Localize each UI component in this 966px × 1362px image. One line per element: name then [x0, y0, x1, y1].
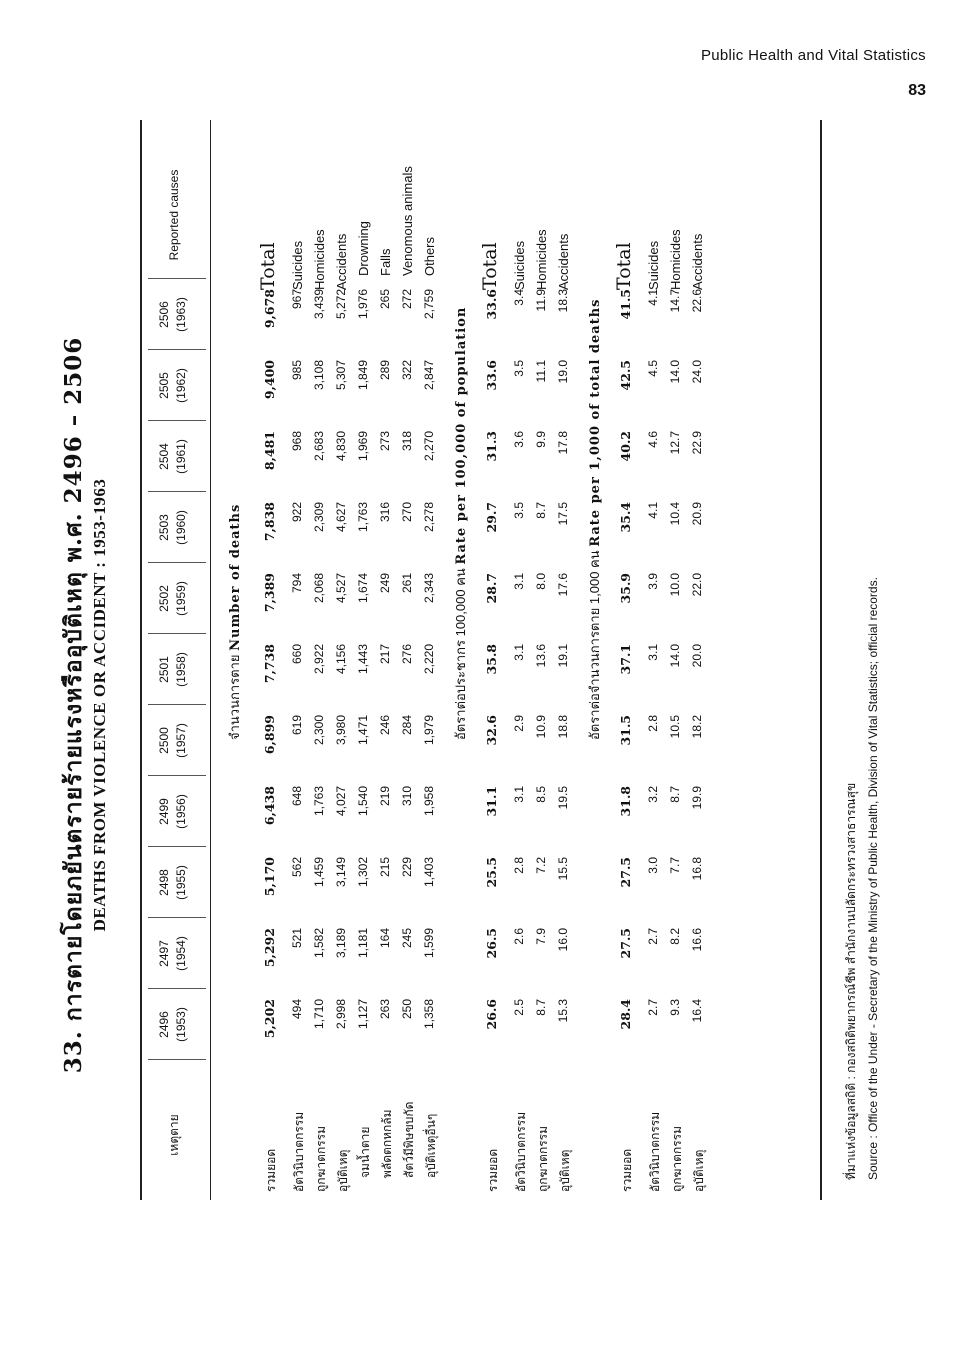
- table-cell: 250: [400, 999, 414, 1020]
- row-label-english: Total: [479, 242, 501, 290]
- table-cell: 11.1: [534, 360, 548, 383]
- column-separator: [148, 633, 206, 634]
- table-title-english: DEATHS FROM VIOLENCE OR ACCIDENT : 1953-1963: [90, 478, 109, 932]
- table-cell: 17.6: [556, 573, 570, 597]
- table-cell: 8.0: [534, 573, 548, 590]
- table-cell: 3.1: [512, 644, 526, 661]
- table-cell: 1,969: [356, 431, 370, 462]
- table-cell: 22.0: [690, 573, 704, 597]
- section-heading-thai: จำนวนการตาย: [227, 654, 242, 740]
- table-cell: 660: [290, 644, 304, 665]
- table-cell: 289: [378, 360, 392, 381]
- table-cell: 10.4: [668, 502, 682, 526]
- table-cell: 1,674: [356, 573, 370, 604]
- table-cell: 10.0: [668, 573, 682, 597]
- table-cell: 4.5: [646, 360, 660, 377]
- table-cell: 4,830: [334, 431, 348, 462]
- year-header-be: 2506: [157, 301, 171, 328]
- table-cell: 164: [378, 928, 392, 949]
- table-cell: 7.2: [534, 857, 548, 874]
- table-cell: 1,976: [356, 289, 370, 320]
- section-heading-thai: อัตราต่อประชากร 100,000 คน: [453, 568, 468, 740]
- year-header-be: 2501: [157, 656, 171, 683]
- table-cell: 219: [378, 786, 392, 807]
- table-cell: 217: [378, 644, 392, 665]
- table-cell: 494: [290, 999, 304, 1020]
- table-cell: 32.6: [484, 715, 499, 746]
- table-cell: 4,156: [334, 644, 348, 675]
- rotated-table-page: [30, 110, 910, 1300]
- table-cell: 229: [400, 857, 414, 878]
- row-label-english: Falls: [378, 248, 393, 276]
- table-cell: 16.0: [556, 928, 570, 952]
- year-header-ad: (1956): [174, 794, 188, 829]
- section-heading: [450, 307, 471, 740]
- table-cell: 4,027: [334, 786, 348, 817]
- table-cell: 265: [378, 289, 392, 310]
- table-top-rule: [140, 120, 142, 1200]
- table-cell: 16.4: [690, 999, 704, 1023]
- table-cell: 5,292: [262, 928, 277, 968]
- table-cell: 985: [290, 360, 304, 381]
- table-cell: 8.7: [534, 502, 548, 519]
- table-cell: 3.1: [512, 786, 526, 803]
- table-cell: 967: [290, 289, 304, 310]
- table-cell: 2,998: [334, 999, 348, 1030]
- table-cell: 1,763: [312, 786, 326, 817]
- table-cell: 2,759: [422, 289, 436, 320]
- table-cell: 1,849: [356, 360, 370, 391]
- table-cell: 1,459: [312, 857, 326, 888]
- column-separator: [148, 420, 206, 421]
- table-cell: 318: [400, 431, 414, 452]
- table-cell: 322: [400, 360, 414, 381]
- table-cell: 1,710: [312, 999, 326, 1030]
- table-cell: 33.6: [484, 289, 499, 320]
- column-separator: [148, 775, 206, 776]
- table-cell: 35.9: [618, 573, 633, 604]
- table-cell: 1,582: [312, 928, 326, 959]
- table-cell: 9,678: [262, 289, 277, 329]
- column-separator: [148, 704, 206, 705]
- table-title-thai: 33. การตายโดยภยันตรายร้ายแรงหรืออุบัติเหตุ พ.ศ. 2496 – 2506: [60, 336, 87, 1074]
- table-cell: 263: [378, 999, 392, 1020]
- table-cell: 27.5: [618, 928, 633, 959]
- table-cell: 1,302: [356, 857, 370, 888]
- col-header-cause-thai: เหตุตาย: [167, 1114, 181, 1156]
- table-cell: 15.3: [556, 999, 570, 1023]
- table-cell: 1,599: [422, 928, 436, 959]
- table-cell: 2,068: [312, 573, 326, 604]
- column-separator: [148, 1059, 206, 1060]
- table-cell: 12.7: [668, 431, 682, 455]
- table-cell: 3,189: [334, 928, 348, 959]
- column-separator: [148, 491, 206, 492]
- row-label-english: Accidents: [690, 233, 705, 290]
- table-cell: 276: [400, 644, 414, 665]
- table-cell: 1,471: [356, 715, 370, 746]
- table-cell: 3,108: [312, 360, 326, 391]
- year-header-ad: (1962): [174, 368, 188, 403]
- table-cell: 4.1: [646, 502, 660, 519]
- table-cell: 3.0: [646, 857, 660, 874]
- table-cell: 249: [378, 573, 392, 594]
- year-header-ad: (1961): [174, 439, 188, 474]
- column-separator: [148, 562, 206, 563]
- table-cell: 273: [378, 431, 392, 452]
- table-cell: 7,389: [262, 573, 277, 613]
- table-cell: 9,400: [262, 360, 277, 400]
- table-cell: 8.7: [534, 999, 548, 1016]
- table-cell: 8,481: [262, 431, 277, 471]
- table-cell: 7,738: [262, 644, 277, 684]
- table-cell: 3.4: [512, 289, 526, 306]
- table-cell: 7.7: [668, 857, 682, 874]
- year-header-be: 2497: [157, 940, 171, 967]
- table-cell: 4.6: [646, 431, 660, 448]
- table-cell: 5,272: [334, 289, 348, 320]
- table-cell: 2.8: [512, 857, 526, 874]
- table-cell: 3.6: [512, 431, 526, 448]
- year-header-ad: (1959): [174, 581, 188, 616]
- table-cell: 245: [400, 928, 414, 949]
- table-cell: 14.0: [668, 360, 682, 384]
- col-header-cause-english: Reported causes: [167, 169, 181, 261]
- row-label-thai: อุบัติเหตุ: [336, 1149, 350, 1192]
- year-header-be: 2500: [157, 727, 171, 754]
- row-label-thai: ถูกฆาตกรรม: [536, 1125, 550, 1192]
- table-cell: 968: [290, 431, 304, 452]
- row-label-english: Total: [257, 242, 279, 290]
- table-cell: 10.9: [534, 715, 548, 739]
- table-cell: 2,683: [312, 431, 326, 462]
- table-cell: 3,439: [312, 289, 326, 320]
- column-separator: [148, 349, 206, 350]
- column-separator: [148, 988, 206, 989]
- table-cell: 20.0: [690, 644, 704, 668]
- table-cell: 1,358: [422, 999, 436, 1030]
- table-cell: 31.3: [484, 431, 499, 462]
- table-cell: 3.9: [646, 573, 660, 590]
- table-cell: 7,838: [262, 502, 277, 542]
- table-cell: 19.9: [690, 786, 704, 810]
- row-label-english: Suicides: [646, 240, 661, 290]
- table-cell: 5,170: [262, 857, 277, 897]
- table-cell: 2,220: [422, 644, 436, 675]
- table-cell: 2,278: [422, 502, 436, 533]
- table-cell: 19.0: [556, 360, 570, 384]
- table-cell: 3.1: [512, 573, 526, 590]
- table-cell: 1,763: [356, 502, 370, 533]
- table-cell: 1,127: [356, 999, 370, 1030]
- row-label-english: Homicides: [534, 229, 549, 290]
- row-label-english: Total: [613, 242, 635, 290]
- row-label-thai: อัตวินิบาตกรรม: [648, 1111, 662, 1192]
- table-cell: 13.6: [534, 644, 548, 668]
- row-label-thai: อุบัติเหตุอื่นๆ: [424, 1113, 438, 1178]
- table-cell: 25.5: [484, 857, 499, 888]
- table-cell: 15.5: [556, 857, 570, 881]
- row-label-english: Homicides: [312, 229, 327, 290]
- table-cell: 18.3: [556, 289, 570, 313]
- table-cell: 20.9: [690, 502, 704, 526]
- section-heading-english: Rate per 100,000 of population: [454, 306, 469, 565]
- table-cell: 3.2: [646, 786, 660, 803]
- table-cell: 2.9: [512, 715, 526, 732]
- table-cell: 41.5: [618, 289, 633, 320]
- table-cell: 26.6: [484, 999, 499, 1030]
- table-cell: 2.7: [646, 928, 660, 945]
- table-cell: 3.1: [646, 644, 660, 661]
- table-cell: 6,438: [262, 786, 277, 826]
- table-cell: 33.6: [484, 360, 499, 391]
- table-cell: 619: [290, 715, 304, 736]
- year-header-ad: (1953): [174, 1007, 188, 1042]
- table-cell: 648: [290, 786, 304, 807]
- year-header-be: 2504: [157, 443, 171, 470]
- table-cell: 8.7: [668, 786, 682, 803]
- row-label-thai: รวมยอด: [486, 1148, 500, 1192]
- table-cell: 3,149: [334, 857, 348, 888]
- table-cell: 31.8: [618, 786, 633, 817]
- year-header-ad: (1963): [174, 297, 188, 332]
- row-label-thai: ถูกฆาตกรรม: [670, 1125, 684, 1192]
- table-cell: 5,202: [262, 999, 277, 1039]
- table-cell: 2.7: [646, 999, 660, 1016]
- row-label-thai: จมน้ำตาย: [358, 1126, 372, 1178]
- table-cell: 17.5: [556, 502, 570, 526]
- column-separator: [148, 917, 206, 918]
- row-label-thai: อัตวินิบาตกรรม: [292, 1111, 306, 1192]
- row-label-english: Venomous animals: [400, 166, 415, 276]
- section-heading: [584, 299, 605, 740]
- table-cell: 3.5: [512, 502, 526, 519]
- table-cell: 1,540: [356, 786, 370, 817]
- table-cell: 22.6: [690, 289, 704, 313]
- year-header-be: 2496: [157, 1011, 171, 1038]
- row-label-english: Accidents: [334, 233, 349, 290]
- table-cell: 16.8: [690, 857, 704, 881]
- table-cell: 2,270: [422, 431, 436, 462]
- table-cell: 521: [290, 928, 304, 949]
- column-separator: [148, 278, 206, 279]
- table-cell: 794: [290, 573, 304, 594]
- table-cell: 562: [290, 857, 304, 878]
- year-header-be: 2498: [157, 869, 171, 896]
- table-cell: 14.0: [668, 644, 682, 668]
- table-cell: 215: [378, 857, 392, 878]
- table-cell: 1,443: [356, 644, 370, 675]
- table-cell: 284: [400, 715, 414, 736]
- year-header-ad: (1954): [174, 936, 188, 971]
- table-cell: 27.5: [618, 857, 633, 888]
- table-cell: 18.2: [690, 715, 704, 739]
- table-cell: 31.1: [484, 786, 499, 817]
- row-label-english: Suicides: [290, 240, 305, 290]
- table-cell: 29.7: [484, 502, 499, 533]
- year-header-ad: (1960): [174, 510, 188, 545]
- table-cell: 922: [290, 502, 304, 523]
- table-cell: 2,309: [312, 502, 326, 533]
- source-thai: ที่มาแห่งข้อมูลสถิติ : กองสถิติพยากรณ์ชีพ สำนักงานปลัดกระทรวงสาธารณสุข: [844, 782, 858, 1180]
- table-cell: 316: [378, 502, 392, 523]
- table-cell: 10.5: [668, 715, 682, 739]
- table-cell: 28.4: [618, 999, 633, 1030]
- header-bottom-rule: [210, 120, 211, 1200]
- table-cell: 40.2: [618, 431, 633, 462]
- table-cell: 1,979: [422, 715, 436, 746]
- table-cell: 270: [400, 502, 414, 523]
- table-cell: 14.7: [668, 289, 682, 313]
- table-cell: 4,627: [334, 502, 348, 533]
- table-cell: 42.5: [618, 360, 633, 391]
- table-cell: 31.5: [618, 715, 633, 746]
- year-header-be: 2502: [157, 585, 171, 612]
- table-cell: 5,307: [334, 360, 348, 391]
- table-cell: 2,847: [422, 360, 436, 391]
- table-cell: 3.5: [512, 360, 526, 377]
- row-label-english: Suicides: [512, 240, 527, 290]
- year-header-be: 2503: [157, 514, 171, 541]
- table-cell: 16.6: [690, 928, 704, 952]
- table-cell: 18.8: [556, 715, 570, 739]
- row-label-thai: อุบัติเหตุ: [558, 1149, 572, 1192]
- table-bottom-rule: [820, 120, 822, 1200]
- row-label-english: Drowning: [356, 221, 371, 276]
- table-cell: 1,403: [422, 857, 436, 888]
- row-label-english: Others: [422, 236, 437, 276]
- table-cell: 24.0: [690, 360, 704, 384]
- table-cell: 2,300: [312, 715, 326, 746]
- column-separator: [148, 846, 206, 847]
- table-cell: 2.8: [646, 715, 660, 732]
- table-cell: 261: [400, 573, 414, 594]
- row-label-thai: รวมยอด: [620, 1148, 634, 1192]
- table-cell: 26.5: [484, 928, 499, 959]
- row-label-english: Accidents: [556, 233, 571, 290]
- table-cell: 272: [400, 289, 414, 310]
- table-cell: 3,980: [334, 715, 348, 746]
- row-label-thai: ถูกฆาตกรรม: [314, 1125, 328, 1192]
- table-cell: 11.9: [534, 289, 548, 312]
- table-cell: 19.1: [556, 644, 570, 668]
- row-label-thai: รวมยอด: [264, 1148, 278, 1192]
- table-cell: 9.9: [534, 431, 548, 448]
- table-cell: 1,958: [422, 786, 436, 817]
- table-cell: 35.8: [484, 644, 499, 675]
- table-cell: 19.5: [556, 786, 570, 810]
- table-cell: 6,899: [262, 715, 277, 755]
- table-cell: 2.5: [512, 999, 526, 1016]
- table-cell: 4,527: [334, 573, 348, 604]
- year-header-ad: (1957): [174, 723, 188, 758]
- table-cell: 7.9: [534, 928, 548, 945]
- table-cell: 310: [400, 786, 414, 807]
- row-label-english: Homicides: [668, 229, 683, 290]
- table-cell: 35.4: [618, 502, 633, 533]
- table-cell: 1,181: [356, 928, 370, 959]
- table-cell: 8.5: [534, 786, 548, 803]
- table-cell: 2.6: [512, 928, 526, 945]
- source-english: Source : Office of the Under - Secretary of the Ministry of Public Health, Division of Vital Statistics; official records.: [866, 577, 880, 1180]
- year-header-be: 2505: [157, 372, 171, 399]
- table-cell: 246: [378, 715, 392, 736]
- page-number: 83: [908, 82, 926, 99]
- table-cell: 4.1: [646, 289, 660, 306]
- row-label-thai: สัตว์มีพิษขบกัด: [402, 1101, 416, 1178]
- table-cell: 28.7: [484, 573, 499, 604]
- year-header-be: 2499: [157, 798, 171, 825]
- table-cell: 22.9: [690, 431, 704, 455]
- table-cell: 8.2: [668, 928, 682, 945]
- row-label-thai: อัตวินิบาตกรรม: [514, 1111, 528, 1192]
- year-header-ad: (1955): [174, 865, 188, 900]
- table-cell: 37.1: [618, 644, 633, 675]
- section-heading: [224, 504, 245, 740]
- running-header: Public Health and Vital Statistics: [700, 47, 926, 64]
- table-cell: 2,343: [422, 573, 436, 604]
- section-heading-english: Rate per 1,000 of total deaths: [588, 298, 603, 547]
- table-cell: 17.8: [556, 431, 570, 455]
- table-cell: 2,922: [312, 644, 326, 675]
- section-heading-english: Number of deaths: [228, 503, 243, 651]
- table-cell: 9.3: [668, 999, 682, 1016]
- row-label-thai: พลัดตกหกล้ม: [380, 1109, 394, 1178]
- row-label-thai: อุบัติเหตุ: [692, 1149, 706, 1192]
- section-heading-thai: อัตราต่อจำนวนการตาย 1,000 คน: [587, 550, 602, 740]
- year-header-ad: (1958): [174, 652, 188, 687]
